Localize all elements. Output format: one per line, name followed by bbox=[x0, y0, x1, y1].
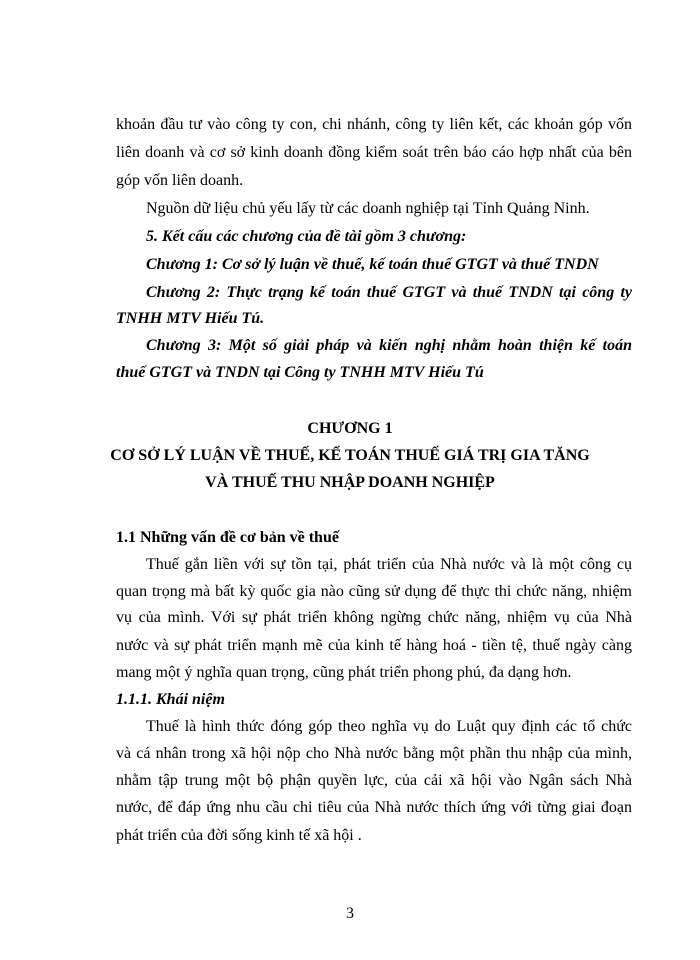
chapter-1-summary: Chương 1: Cơ sở lý luận về thuế, kế toán thuế GTGT và thuế TNDN bbox=[146, 256, 599, 273]
chapter-3-summary-line-1: Chương 3: Một số giải pháp và kiến nghị nhằm hoàn thiện kế toán bbox=[146, 337, 632, 354]
source-line: Nguồn dữ liệu chủ yếu lấy từ các doanh nghiệp tại Tỉnh Quảng Ninh. bbox=[146, 200, 590, 217]
section-1-1-1-line-3: nhằm tập trung một bộ phận quyền lực, của cải xã hội vào Ngân sách Nhà bbox=[116, 772, 632, 789]
section-1-1-line-1: Thuế gắn liền với sự tồn tại, phát triển của Nhà nước và là một công cụ bbox=[146, 556, 632, 573]
structure-heading: 5. Kết cấu các chương của đề tài gồm 3 chương: bbox=[146, 228, 467, 245]
intro-line-1: khoản đầu tư vào công ty con, chi nhánh, công ty liên kết, các khoản góp vốn bbox=[116, 116, 632, 133]
section-1-1-1-heading: 1.1.1. Khái niệm bbox=[116, 691, 225, 708]
chapter-title-line-2: VÀ THUẾ THU NHẬP DOANH NGHIỆP bbox=[205, 474, 495, 491]
section-1-1-heading: 1.1 Những vấn đề cơ bản về thuế bbox=[116, 529, 339, 546]
chapter-2-summary-line-2: TNHH MTV Hiếu Tú. bbox=[116, 310, 265, 327]
chapter-2-summary-line-1: Chương 2: Thực trạng kế toán thuế GTGT và thuế TNDN tại công ty bbox=[146, 284, 632, 301]
intro-line-3: góp vốn liên doanh. bbox=[116, 172, 244, 189]
chapter-number: CHƯƠNG 1 bbox=[307, 420, 393, 437]
page-number: 3 bbox=[346, 905, 354, 922]
section-1-1-line-3: vụ của mình. Với sự phát triển không ngừng chức năng, nhiệm vụ của Nhà bbox=[116, 609, 632, 626]
intro-line-2: liên doanh và cơ sở kinh doanh đồng kiểm soát trên báo cáo hợp nhất của bên bbox=[116, 144, 632, 161]
section-1-1-line-2: quan trọng mà bất kỳ quốc gia nào cũng sử dụng để thực thi chức năng, nhiệm bbox=[116, 583, 632, 600]
chapter-title-line-1: CƠ SỞ LÝ LUẬN VỀ THUẾ, KẾ TOÁN THUẾ GIÁ TRỊ GIA TĂNG bbox=[110, 447, 590, 464]
section-1-1-1-line-1: Thuế là hình thức đóng góp theo nghĩa vụ do Luật quy định các tổ chức bbox=[146, 718, 632, 735]
section-1-1-1-line-2: và cá nhân trong xã hội nộp cho Nhà nước bằng một phần thu nhập của mình, bbox=[116, 745, 632, 762]
chapter-3-summary-line-2: thuế GTGT và TNDN tại Công ty TNHH MTV Hiếu Tú bbox=[116, 364, 484, 381]
section-1-1-line-4: nước và sự phát triển mạnh mẽ của kinh tế hàng hoá - tiền tệ, thuế ngày càng bbox=[116, 637, 632, 654]
section-1-1-line-5: mang một ý nghĩa quan trọng, cũng phát triển phong phú, đa dạng hơn. bbox=[116, 664, 572, 681]
section-1-1-1-line-4: nước, để đáp ứng nhu cầu chi tiêu của Nhà nước thích ứng với từng giai đoạn bbox=[116, 799, 632, 816]
section-1-1-1-line-5: phát triển của đời sống kinh tế xã hội . bbox=[116, 827, 362, 844]
